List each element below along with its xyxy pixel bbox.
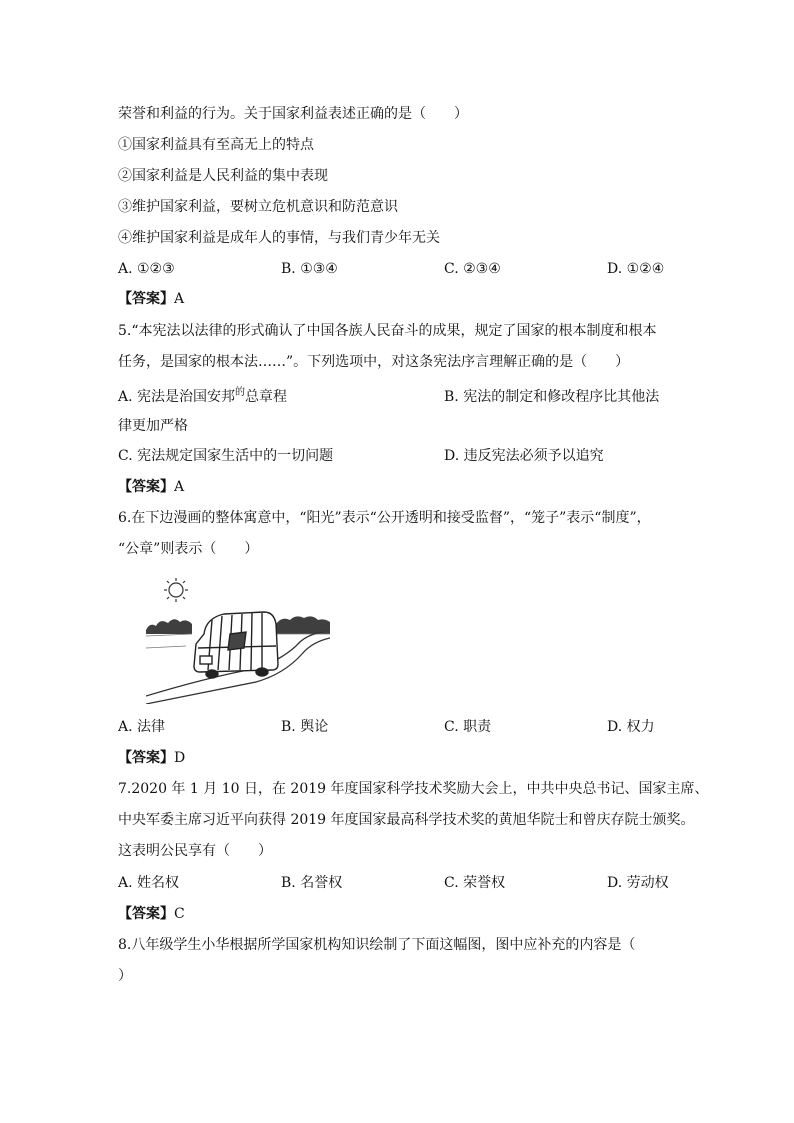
q5-option-b: B. 宪法的制定和修改程序比其他法 bbox=[444, 389, 660, 405]
answer-value: A bbox=[174, 479, 185, 495]
answer-label: 【答案】 bbox=[118, 906, 174, 922]
q7-answer bbox=[118, 905, 185, 923]
q5-option-b-continued: 律更加严格 bbox=[118, 418, 188, 434]
q4-stem-tail: 荣誉和利益的行为。关于国家利益表述正确的是（ ） bbox=[118, 106, 468, 122]
q7-stem-line-1: 7.2020 年 1 月 10 日，在 2019 年度国家科学技术奖励大会上，中共中央总书记、国家主席、 bbox=[118, 781, 709, 797]
q4-item-2: ②国家利益是人民利益的集中表现 bbox=[118, 168, 328, 184]
q6-option-b: B. 舆论 bbox=[281, 719, 329, 735]
q6-stem-line-1: 6.在下边漫画的整体寓意中，“阳光”表示“公开透明和接受监督”，“笼子”表示“制度”， bbox=[118, 510, 651, 526]
q4-item-3: ③维护国家利益，要树立危机意识和防范意识 bbox=[118, 199, 398, 215]
q7-option-a: A. 姓名权 bbox=[118, 875, 180, 891]
q4-answer bbox=[118, 290, 184, 308]
q6-stem-line-2: “公章”则表示（ ） bbox=[118, 541, 259, 557]
q4-option-c: C. ②③④ bbox=[444, 261, 501, 277]
q4-option-b: B. ①③④ bbox=[281, 261, 338, 277]
q5-option-d: D. 违反宪法必须予以追究 bbox=[444, 448, 604, 464]
cage-vehicle-icon bbox=[194, 612, 278, 678]
cartoon-caged-seal-image bbox=[146, 578, 330, 704]
q5-option-a-text-end: 总章程 bbox=[245, 389, 288, 405]
q6-option-d: D. 权力 bbox=[607, 719, 655, 735]
q5-option-a-text: A. 宪法是治国安邦 bbox=[118, 389, 236, 405]
q5-stem-line-2: 任务，是国家的根本法……”。下列选项中，对这条宪法序言理解正确的是（ ） bbox=[118, 354, 630, 370]
q5-option-a bbox=[118, 388, 287, 408]
sun-icon bbox=[164, 578, 188, 602]
answer-value: A bbox=[174, 291, 185, 307]
q6-option-a: A. 法律 bbox=[118, 719, 166, 735]
q4-item-1: ①国家利益具有至高无上的特点 bbox=[118, 137, 314, 153]
answer-value: C bbox=[174, 906, 185, 922]
q5-option-a-sup: 的 bbox=[235, 387, 246, 398]
answer-label: 【答案】 bbox=[118, 479, 174, 495]
q4-option-d: D. ①②④ bbox=[607, 261, 665, 277]
q4-item-4: ④维护国家利益是成年人的事情，与我们青少年无关 bbox=[118, 230, 440, 246]
answer-label: 【答案】 bbox=[118, 750, 174, 766]
q7-option-d: D. 劳动权 bbox=[607, 875, 669, 891]
q5-answer bbox=[118, 478, 184, 496]
q7-option-b: B. 名誉权 bbox=[281, 875, 343, 891]
q4-option-a: A. ①②③ bbox=[118, 261, 175, 277]
q7-stem-line-3: 这表明公民享有（ ） bbox=[118, 843, 272, 859]
q6-option-c: C. 职责 bbox=[444, 719, 492, 735]
q7-option-c: C. 荣誉权 bbox=[444, 875, 506, 891]
q8-stem-line-1: 8.八年级学生小华根据所学国家机构知识绘制了下面这幅图，图中应补充的内容是（ bbox=[118, 937, 636, 953]
answer-value: D bbox=[174, 750, 186, 766]
q6-answer bbox=[118, 749, 185, 767]
q7-stem-line-2: 中央军委主席习近平向获得 2019 年度国家最高科学技术奖的黄旭华院士和曾庆存院士颁奖。 bbox=[118, 812, 695, 828]
q8-stem-line-2: ） bbox=[118, 968, 132, 984]
q5-option-c: C. 宪法规定国家生活中的一切问题 bbox=[118, 448, 334, 464]
q5-stem-line-1: 5.“本宪法以法律的形式确认了中国各族人民奋斗的成果，规定了国家的根本制度和根本 bbox=[118, 323, 657, 339]
answer-label: 【答案】 bbox=[118, 291, 174, 307]
